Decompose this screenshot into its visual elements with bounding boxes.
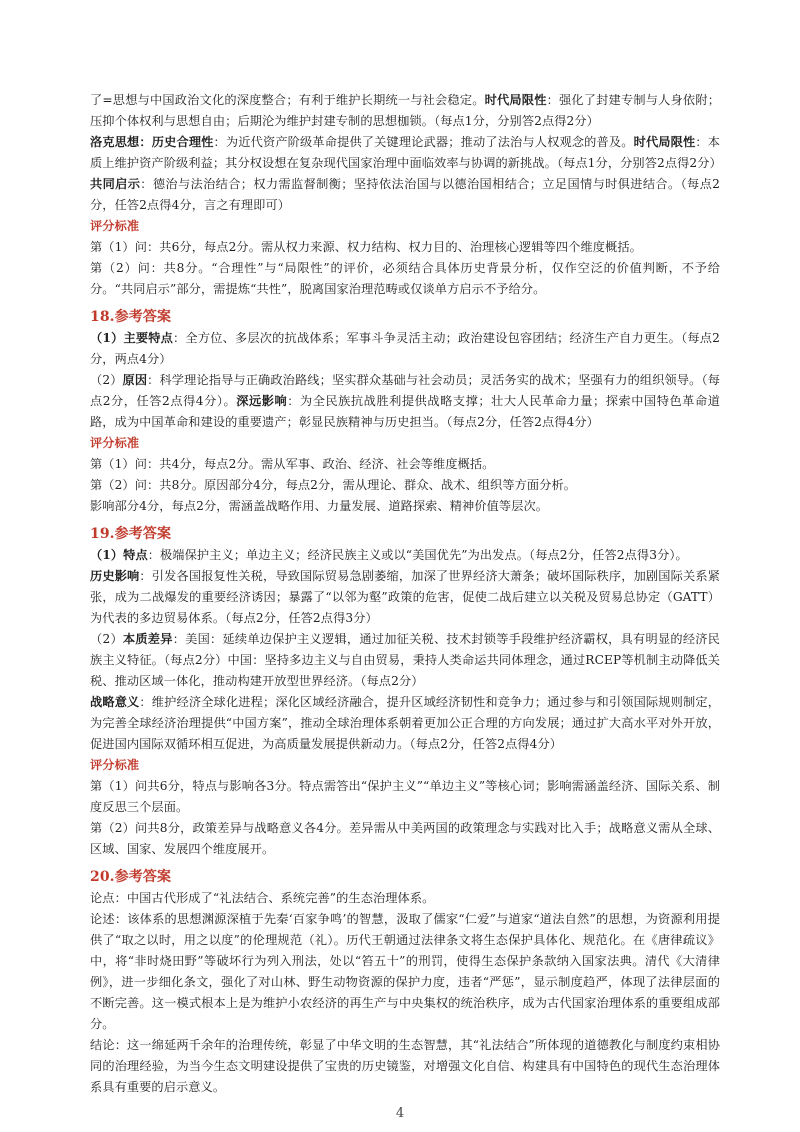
paragraph: （2）原因：科学理论指导与正确政治路线；坚实群众基础与社会动员；灵活务实的战术；坚强有力的组织领导。（每点2分，任答2点得4分）。深远影响：为全民族抗战胜利提供战略支撑；壮大人民革命力量；探索中国特色革命道路，成为中国革命和建设的重要遗产；彰显民族精神与历史担当。（每点2分，任答2点得4分） (90, 373, 720, 429)
paragraph: 结论：这一绵延两千余年的治理传统，彰显了中华文明的生态智慧，其“礼法结合”所体现的道德教化与制度约束相协同的治理经验，为当今生态文明建设提供了宝贵的历史镜鉴，对增强文化自信、构建具有中国特色的现代生态治理体系具有重要的启示意义。 (90, 1038, 720, 1094)
scoring-standard-text: 影响部分4分，每点2分，需涵盖战略作用、力量发展、道路探索、精神价值等层次。 (90, 499, 549, 513)
scoring-standard-label: 评分标准 (90, 758, 140, 772)
paragraph: 战略意义：维护经济全球化进程；深化区域经济融合，提升区域经济韧性和竞争力；通过参与和引领国际规则制定，为完善全球经济治理提供“中国方案”，推动全球治理体系朝着更加公正合理的方向发展；通过扩大高水平对外开放，促进国内国际双循环相互促进，为高质量发展提供新动力。（每点2分，任答2点得4分） (90, 695, 720, 751)
scoring-standard-text: 第（2）问：共8分。“合理性”与“局限性”的评价，必须结合具体历史背景分析，仅作空泛的价值判断，不予给分。“共同启示”部分，需提炼“共性”，脱离国家治理范畴或仅谈单方启示不予给分。 (90, 261, 720, 296)
paragraph: 共同启示：德治与法治结合；权力需监督制衡；坚持依法治国与以德治国相结合；立足国情与时俱进结合。（每点2分，任答2点得4分，言之有理即可） (90, 177, 720, 212)
scoring-standard-text: 第（2）问：共8分。原因部分4分，每点2分，需从理论、群众、战术、组织等方面分析。 (90, 478, 577, 492)
paragraph: 了=思想与中国政治文化的深度整合；有利于维护长期统一与社会稳定。时代局限性：强化了封建专制与人身依附；压抑个体权利与思想自由；后期沦为维护封建专制的思想枷锁。（每点1分，分别答2点得2分） (90, 93, 720, 128)
paragraph: 历史影响：引发各国报复性关税，导致国际贸易急剧萎缩，加深了世界经济大萧条；破坏国际秩序，加剧国际关系紧张，成为二战爆发的重要经济诱因；暴露了“以邻为壑”政策的危害，促使二战后建立以关税及贸易总协定（GATT）为代表的多边贸易体系。（每点2分，任答2点得3分） (90, 569, 720, 625)
paragraph: （1）特点：极端保护主义；单边主义；经济民族主义或以“美国优先”为出发点。（每点2分，任答2点得3分）。 (90, 548, 688, 562)
paragraph: 论点：中国古代形成了“礼法结合、系统完善”的生态治理体系。 (90, 891, 435, 905)
scoring-standard-text: 第（1）问共6分，特点与影响各3分。特点需答出“保护主义”“单边主义”等核心词；影响需涵盖经济、国际关系、制度反思三个层面。 (90, 779, 720, 814)
page-number: 4 (395, 1106, 405, 1121)
paragraph: （2）本质差异：美国：延续单边保护主义逻辑，通过加征关税、技术封锁等手段维护经济霸权，具有明显的经济民族主义特征。（每点2分）中国：坚持多边主义与自由贸易，秉持人类命运共同体理念，通过RCEP等机制主动降低关税、推动区域一体化，推动构建开放型世界经济。（每点2分） (90, 632, 721, 688)
document-page (90, 90, 720, 1098)
paragraph: 洛克思想：历史合理性：为近代资产阶级革命提供了关键理论武器；推动了法治与人权观念的普及。时代局限性：本质上维护资产阶级利益；其分权设想在复杂现代国家治理中面临效率与协调的新挑战。（每点1分，分别答2点得2分） (90, 135, 722, 170)
scoring-standard-label: 评分标准 (90, 219, 140, 233)
paragraph: （1）主要特点：全方位、多层次的抗战体系；军事斗争灵活主动；政治建设包容团结；经济生产自力更生。（每点2分，两点4分） (90, 331, 720, 366)
scoring-standard-text: 第（1）问：共4分，每点2分。需从军事、政治、经济、社会等维度概括。 (90, 457, 495, 471)
section-heading-18: 18.参考答案 (90, 309, 172, 325)
scoring-standard-label: 评分标准 (90, 436, 140, 450)
scoring-standard-text: 第（1）问：共6分，每点2分。需从权力来源、权力结构、权力目的、治理核心逻辑等四个维度概括。 (90, 240, 642, 254)
section-heading-20: 20.参考答案 (90, 869, 172, 885)
section-heading-19: 19.参考答案 (90, 526, 172, 542)
scoring-standard-text: 第（2）问共8分，政策差异与战略意义各4分。差异需从中美两国的政策理念与实践对比入手；战略意义需从全球、区域、国家、发展四个维度展开。 (90, 821, 720, 856)
paragraph: 论述：该体系的思想渊源深植于先秦‘百家争鸣’的智慧，汲取了儒家“仁爱”与道家“道法自然”的思想，为资源利用提供了“取之以时，用之以度”的伦理规范（礼）。历代王朝通过法律条文将生态保护具体化、规范化。在《唐律疏议》中，将“非时烧田野”等破坏行为列入刑法，处以“笞五十”的刑罚，使得生态保护条款纳入国家法典。清代《大清律例》，进一步细化条文，强化了对山林、野生动物资源的保护力度，违者“严惩”，显示制度趋严，体现了法律层面的不断完善。这一模式根本上是为维护小农经济的再生产与中央集权的统治秩序，成为古代国家治理体系的重要组成部分。 (90, 912, 720, 1031)
